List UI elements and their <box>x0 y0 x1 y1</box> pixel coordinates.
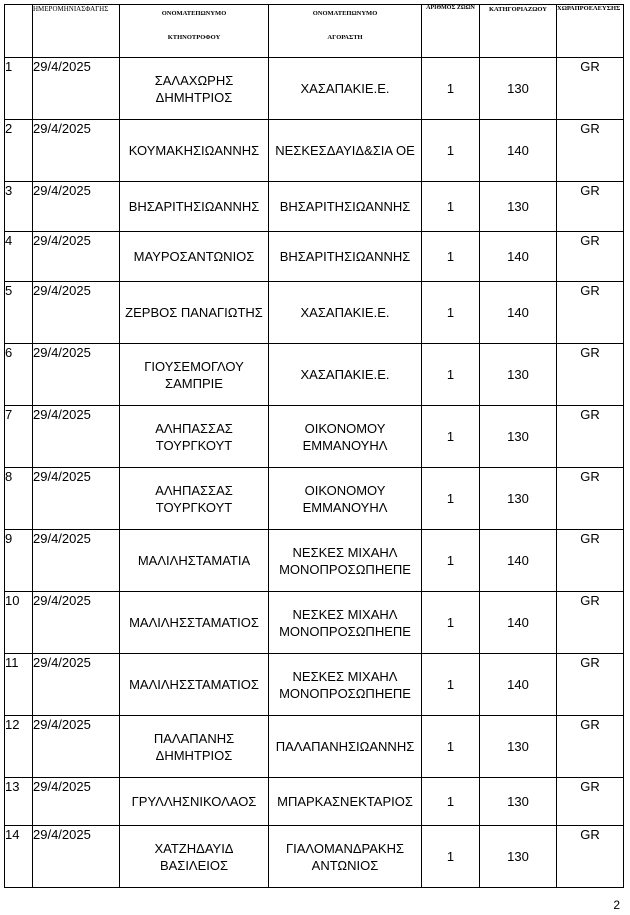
breeder-name: ΜΑΥΡΟΣΑΝΤΩΝΙΟΣ <box>120 232 269 282</box>
animal-category: 140 <box>480 120 557 182</box>
slaughter-date: 29/4/2025 <box>33 826 120 888</box>
row-number: 4 <box>5 232 33 282</box>
animal-count: 1 <box>422 282 480 344</box>
buyer-name: ΓΙΑΛΟΜΑΝΔΡΑΚΗΣ ΑΝΤΩΝΙΟΣ <box>269 826 422 888</box>
origin-country: GR <box>557 716 624 778</box>
slaughter-date: 29/4/2025 <box>33 778 120 826</box>
animal-category: 130 <box>480 344 557 406</box>
buyer-name: ΝΕΣΚΕΣ ΜΙΧΑΗΛ ΜΟΝΟΠΡΟΣΩΠΗΕΠΕ <box>269 592 422 654</box>
table-row <box>5 282 624 344</box>
table-row <box>5 468 624 530</box>
row-number: 5 <box>5 282 33 344</box>
origin-country: GR <box>557 232 624 282</box>
table-row <box>5 592 624 654</box>
animal-category: 130 <box>480 826 557 888</box>
origin-country: GR <box>557 282 624 344</box>
header-count: ΑΡΙΘΜΟΣ ΖΩΩΝ <box>422 5 480 58</box>
slaughter-date: 29/4/2025 <box>33 232 120 282</box>
animal-count: 1 <box>422 530 480 592</box>
animal-count: 1 <box>422 58 480 120</box>
row-number: 11 <box>5 654 33 716</box>
table-row <box>5 58 624 120</box>
buyer-name: ΝΕΣΚΕΣΔΑΥΙΔ&ΣΙΑ ΟΕ <box>269 120 422 182</box>
slaughter-date: 29/4/2025 <box>33 120 120 182</box>
slaughter-date: 29/4/2025 <box>33 344 120 406</box>
animal-category: 140 <box>480 232 557 282</box>
row-number: 8 <box>5 468 33 530</box>
table-row <box>5 654 624 716</box>
row-number: 2 <box>5 120 33 182</box>
table-row <box>5 344 624 406</box>
animal-count: 1 <box>422 182 480 232</box>
slaughter-date: 29/4/2025 <box>33 58 120 120</box>
row-number: 1 <box>5 58 33 120</box>
breeder-name: ΚΟΥΜΑΚΗΣΙΩΑΝΝΗΣ <box>120 120 269 182</box>
breeder-name: ΓΙΟΥΣΕΜΟΓΛΟΥ ΣΑΜΠΡΙΕ <box>120 344 269 406</box>
breeder-name: ΖΕΡΒΟΣ ΠΑΝΑΓΙΩΤΗΣ <box>120 282 269 344</box>
animal-count: 1 <box>422 468 480 530</box>
buyer-name: ΠΑΛΑΠΑΝΗΣΙΩΑΝΝΗΣ <box>269 716 422 778</box>
breeder-name: ΜΑΛΙΛΗΣΤΑΜΑΤΙΑ <box>120 530 269 592</box>
slaughter-date: 29/4/2025 <box>33 182 120 232</box>
table-header-row <box>5 5 624 58</box>
buyer-name: ΜΠΑΡΚΑΣΝΕΚΤΑΡΙΟΣ <box>269 778 422 826</box>
header-date: ΗΜΕΡΟΜΗΝΙΑΣΦΑΓΗΣ <box>33 5 120 58</box>
header-breeder <box>120 5 269 58</box>
origin-country: GR <box>557 468 624 530</box>
header-category: ΚΑΤΗΓΟΡΙΑΖΩΟΥ <box>480 5 557 58</box>
buyer-name: ΒΗΣΑΡΙΤΗΣΙΩΑΝΝΗΣ <box>269 232 422 282</box>
row-number: 13 <box>5 778 33 826</box>
breeder-name: ΑΛΗΠΑΣΣΑΣ ΤΟΥΡΓΚΟΥΤ <box>120 406 269 468</box>
animal-category: 130 <box>480 182 557 232</box>
row-number: 12 <box>5 716 33 778</box>
buyer-name: ΧΑΣΑΠΑΚΙΕ.Ε. <box>269 344 422 406</box>
header-buyer-top: ΟΝΟΜΑΤΕΠΩΝΥΜΟ <box>312 10 378 17</box>
page-number: 2 <box>613 898 620 912</box>
slaughter-date: 29/4/2025 <box>33 716 120 778</box>
origin-country: GR <box>557 778 624 826</box>
animal-category: 140 <box>480 654 557 716</box>
table-row <box>5 232 624 282</box>
row-number: 3 <box>5 182 33 232</box>
animal-category: 130 <box>480 468 557 530</box>
header-number <box>5 5 33 58</box>
animal-count: 1 <box>422 232 480 282</box>
breeder-name: ΧΑΤΖΗΔΑΥΙΔ ΒΑΣΙΛΕΙΟΣ <box>120 826 269 888</box>
animal-count: 1 <box>422 406 480 468</box>
animal-count: 1 <box>422 716 480 778</box>
animal-category: 130 <box>480 716 557 778</box>
buyer-name: ΧΑΣΑΠΑΚΙΕ.Ε. <box>269 58 422 120</box>
table-row <box>5 778 624 826</box>
slaughter-date: 29/4/2025 <box>33 282 120 344</box>
origin-country: GR <box>557 654 624 716</box>
slaughter-date: 29/4/2025 <box>33 530 120 592</box>
breeder-name: ΑΛΗΠΑΣΣΑΣ ΤΟΥΡΓΚΟΥΤ <box>120 468 269 530</box>
origin-country: GR <box>557 530 624 592</box>
breeder-name: ΜΑΛΙΛΗΣΣΤΑΜΑΤΙΟΣ <box>120 654 269 716</box>
origin-country: GR <box>557 120 624 182</box>
table-row <box>5 826 624 888</box>
table-row <box>5 182 624 232</box>
table-row <box>5 530 624 592</box>
breeder-name: ΜΑΛΙΛΗΣΣΤΑΜΑΤΙΟΣ <box>120 592 269 654</box>
origin-country: GR <box>557 344 624 406</box>
slaughter-date: 29/4/2025 <box>33 592 120 654</box>
buyer-name: ΟΙΚΟΝΟΜΟΥ ΕΜΜΑΝΟΥΗΛ <box>269 468 422 530</box>
slaughter-table <box>4 4 624 888</box>
origin-country: GR <box>557 826 624 888</box>
row-number: 6 <box>5 344 33 406</box>
animal-category: 140 <box>480 592 557 654</box>
animal-count: 1 <box>422 654 480 716</box>
row-number: 7 <box>5 406 33 468</box>
animal-count: 1 <box>422 826 480 888</box>
header-breeder-bottom: ΚΤΗΝΟΤΡΟΦΟΥ <box>167 34 221 41</box>
breeder-name: ΓΡΥΛΛΗΣΝΙΚΟΛΑΟΣ <box>120 778 269 826</box>
animal-count: 1 <box>422 120 480 182</box>
buyer-name: ΝΕΣΚΕΣ ΜΙΧΑΗΛ ΜΟΝΟΠΡΟΣΩΠΗΕΠΕ <box>269 654 422 716</box>
slaughter-date: 29/4/2025 <box>33 654 120 716</box>
buyer-name: ΟΙΚΟΝΟΜΟΥ ΕΜΜΑΝΟΥΗΛ <box>269 406 422 468</box>
origin-country: GR <box>557 182 624 232</box>
buyer-name: ΝΕΣΚΕΣ ΜΙΧΑΗΛ ΜΟΝΟΠΡΟΣΩΠΗΕΠΕ <box>269 530 422 592</box>
row-number: 10 <box>5 592 33 654</box>
breeder-name: ΠΑΛΑΠΑΝΗΣ ΔΗΜΗΤΡΙΟΣ <box>120 716 269 778</box>
table-row <box>5 120 624 182</box>
buyer-name: ΧΑΣΑΠΑΚΙΕ.Ε. <box>269 282 422 344</box>
breeder-name: ΒΗΣΑΡΙΤΗΣΙΩΑΝΝΗΣ <box>120 182 269 232</box>
animal-category: 130 <box>480 778 557 826</box>
breeder-name: ΣΑΛΑΧΩΡΗΣ ΔΗΜΗΤΡΙΟΣ <box>120 58 269 120</box>
animal-count: 1 <box>422 344 480 406</box>
table-row <box>5 716 624 778</box>
header-breeder-top: ΟΝΟΜΑΤΕΠΩΝΥΜΟ <box>161 10 227 17</box>
origin-country: GR <box>557 592 624 654</box>
header-buyer <box>269 5 422 58</box>
slaughter-date: 29/4/2025 <box>33 406 120 468</box>
table-body <box>5 58 624 888</box>
table-row <box>5 406 624 468</box>
slaughter-date: 29/4/2025 <box>33 468 120 530</box>
animal-count: 1 <box>422 592 480 654</box>
origin-country: GR <box>557 406 624 468</box>
animal-category: 130 <box>480 58 557 120</box>
header-buyer-bottom: ΑΓΟΡΑΣΤΗ <box>327 34 363 41</box>
animal-category: 140 <box>480 530 557 592</box>
buyer-name: ΒΗΣΑΡΙΤΗΣΙΩΑΝΝΗΣ <box>269 182 422 232</box>
animal-category: 140 <box>480 282 557 344</box>
row-number: 9 <box>5 530 33 592</box>
animal-count: 1 <box>422 778 480 826</box>
header-country: ΧΩΡΑΠΡΟΕΛΕΥΣΗΣ <box>557 5 624 58</box>
animal-category: 130 <box>480 406 557 468</box>
origin-country: GR <box>557 58 624 120</box>
row-number: 14 <box>5 826 33 888</box>
